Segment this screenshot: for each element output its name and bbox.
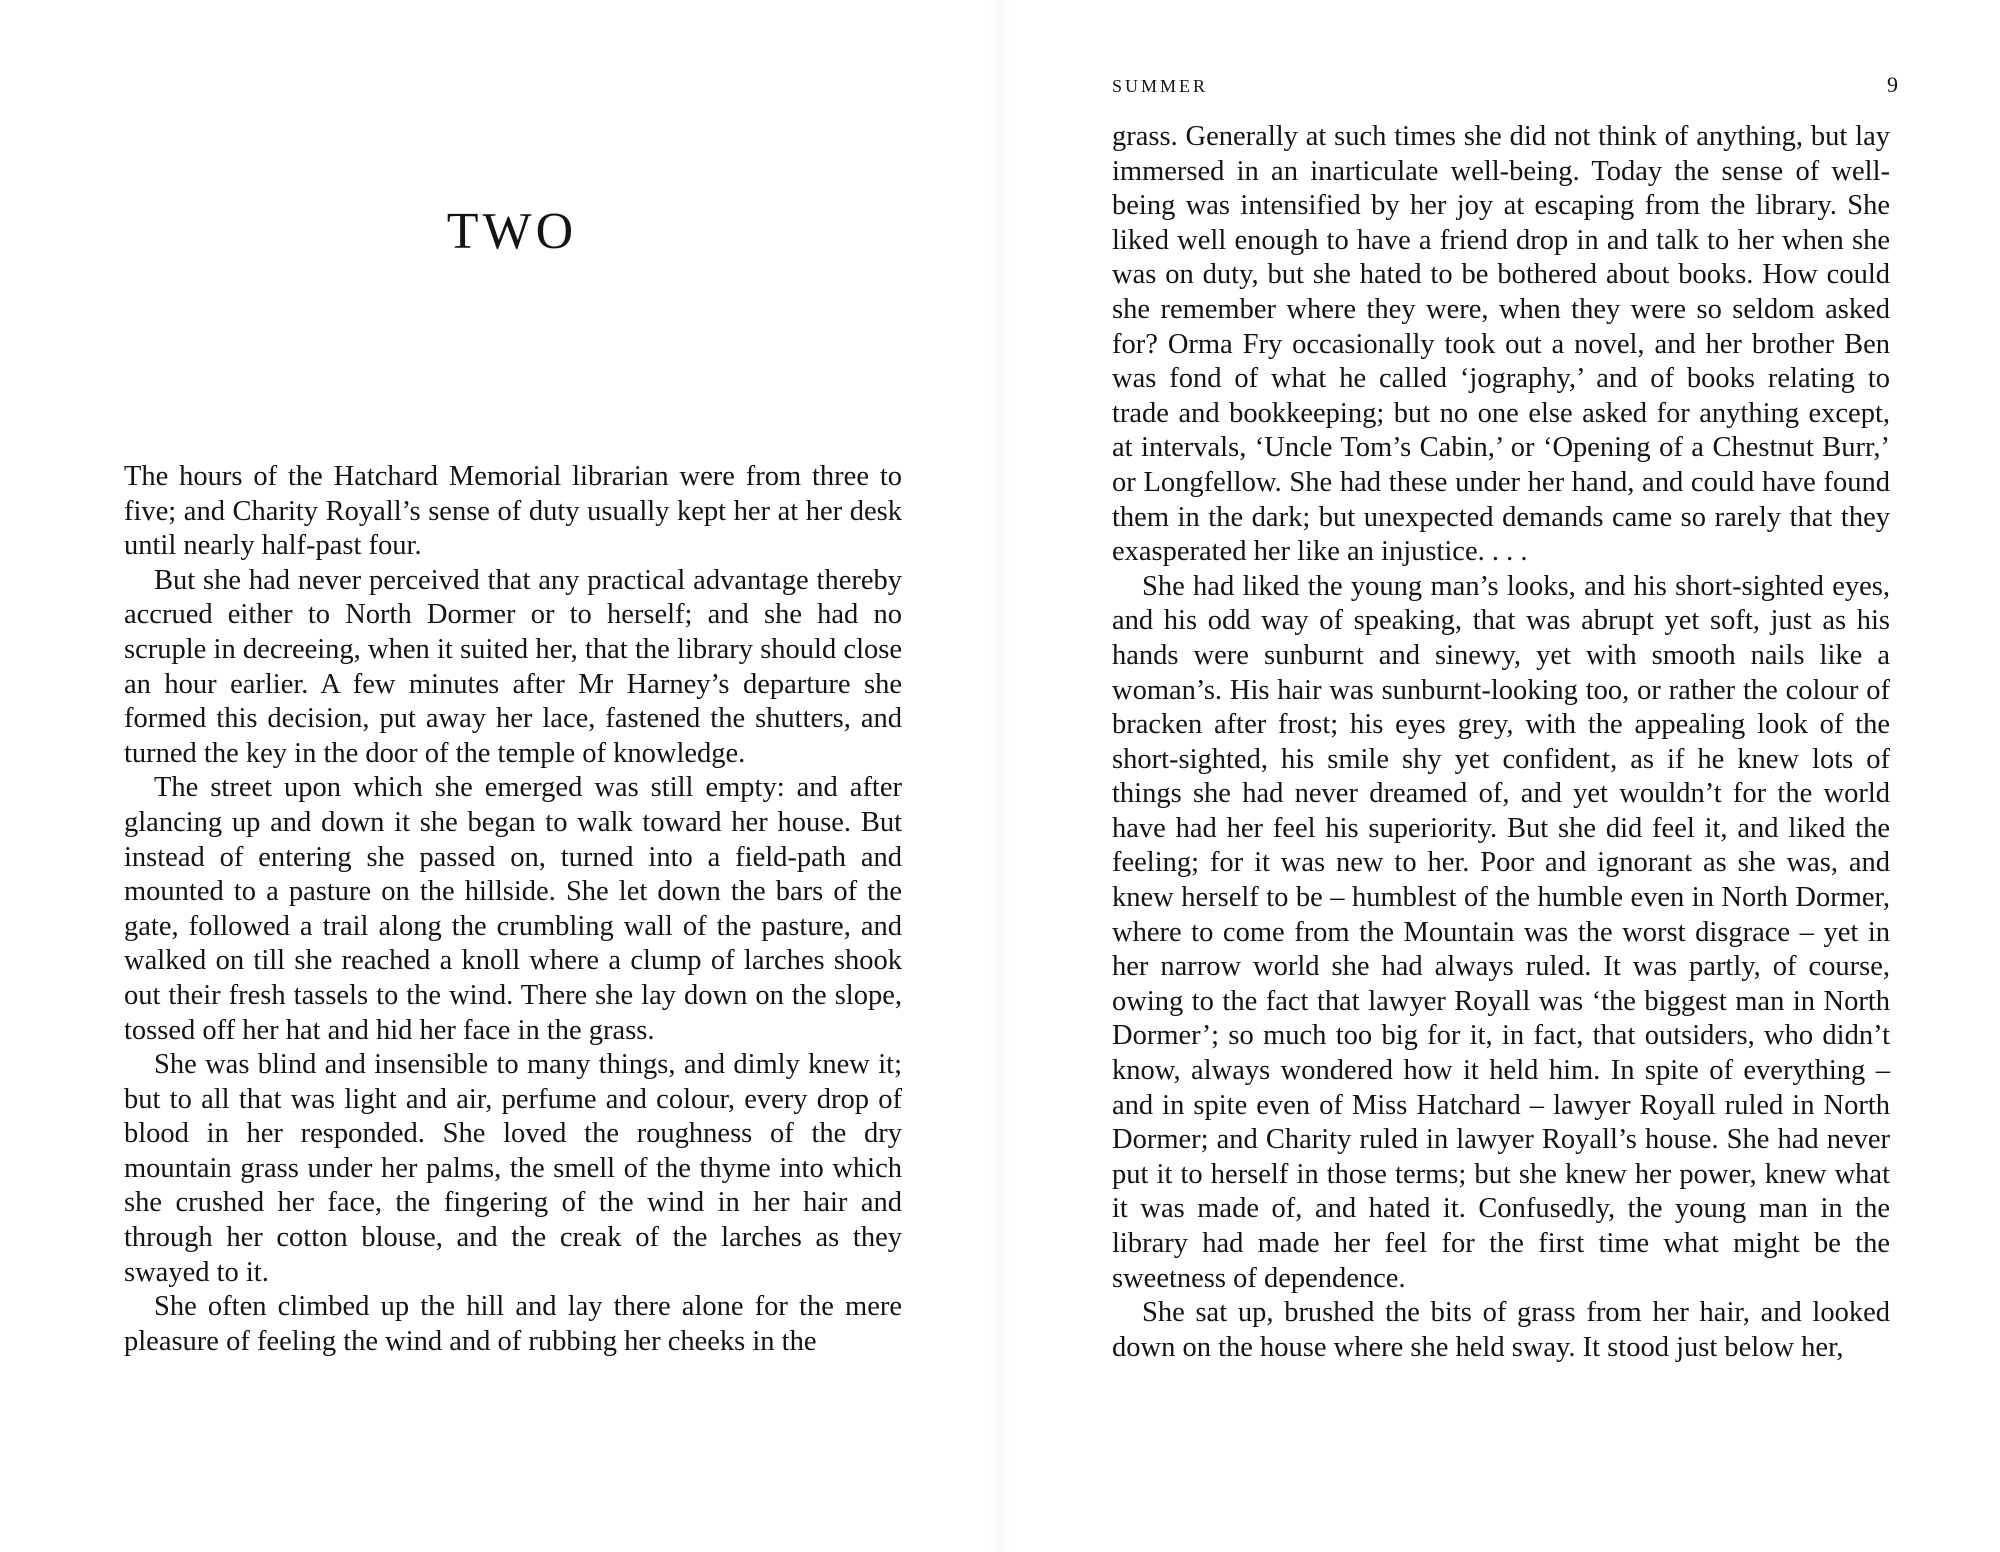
right-page: [1000, 0, 2000, 1552]
paragraph: She often climbed up the hill and lay there alone for the mere pleasure of feeling the wind and of rubbing her cheeks in the: [124, 1291, 902, 1357]
chapter-title: TWO: [446, 203, 578, 260]
page-number: 9: [1887, 72, 1898, 97]
running-head: [1112, 72, 1898, 102]
paragraph: grass. Generally at such times she did not think of anything, but lay immersed in an inarticulate well-being. Today the sense of well-being was intensified by her joy at escaping from the library. She liked well enough to have a friend drop in and talk to her when she was on duty, but she hated to be bothered about books. How could she remember where they were, when they were so seldom asked for? Orma Fry occasionally took out a novel, and her brother Ben was fond of what he called ‘jography,’ and of books relating to trade and bookkeeping; but no one else asked for anything except, at intervals, ‘Uncle Tom’s Cabin,’ or ‘Opening of a Chestnut Burr,’ or Longfellow. She had these under her hand, and could have found them in the dark; but unexpected demands came so rarely that they exasperated her like an injustice. . . .: [1112, 121, 1890, 568]
paragraph: She sat up, brushed the bits of grass from her hair, and looked down on the house where she held sway. It stood just below her,: [1112, 1297, 1890, 1363]
paragraph: The hours of the Hatchard Memorial librarian were from three to five; and Charity Royall’s sense of duty usually kept her at her desk until nearly half-past four.: [124, 461, 902, 562]
left-page-text: [124, 460, 902, 1359]
running-head-title: SUMMER: [1112, 76, 1209, 96]
paragraph: She was blind and insensible to many things, and dimly knew it; but to all that was light and air, perfume and colour, every drop of blood in her responded. She loved the roughness of the dry mountain grass under her palms, the smell of the thyme into which she crushed her face, the fingering of the wind in her hair and through her cotton blouse, and the creak of the larches as they swayed to it.: [124, 1049, 902, 1288]
paragraph: She had liked the young man’s looks, and his short-sighted eyes, and his odd way of speaking, that was abrupt yet soft, just as his hands were sunburnt and sinewy, yet with smooth nails like a woman’s. His hair was sunburnt-looking too, or rather the colour of bracken after frost; his eyes grey, with the appealing look of the short-sighted, his smile shy yet confident, as if he knew lots of things she had never dreamed of, and yet wouldn’t for the world have had her feel his superiority. But she did feel it, and liked the feeling; for it was new to her. Poor and ignorant as she was, and knew herself to be – humblest of the humble even in North Dormer, where to come from the Mountain was the worst disgrace – yet in her narrow world she had always ruled. It was partly, of course, owing to the fact that lawyer Royall was ‘the biggest man in North Dormer’; so much too big for it, in fact, that outsiders, who didn’t know, always wondered how it held him. In spite of everything – and in spite even of Miss Hatchard – lawyer Royall ruled in North Dormer; and Charity ruled in lawyer Royall’s house. She had never put it to herself in those terms; but she knew her power, knew what it was made of, and hated it. Confusedly, the young man in the library had made her feel for the first time what might be the sweetness of dependence.: [1112, 570, 1890, 1294]
paragraph: But she had never perceived that any practical advantage thereby accrued either to North Dormer or to herself; and she had no scruple in decreeing, when it suited her, that the library should close an hour earlier. A few minutes after Mr Harney’s departure she formed this decision, put away her lace, fastened the shutters, and turned the key in the door of the temple of knowledge.: [124, 564, 902, 769]
right-page-text: [1112, 120, 1890, 1365]
paragraph: The street upon which she emerged was still empty: and after glancing up and down it she began to walk toward her house. But instead of entering she passed on, turned into a field-path and mounted to a pasture on the hillside. She let down the bars of the gate, followed a trail along the crumbling wall of the pasture, and walked on till she reached a knoll where a clump of larches shook out their fresh tassels to the wind. There she lay down on the slope, tossed off her hat and hid her face in the grass.: [124, 772, 902, 1046]
